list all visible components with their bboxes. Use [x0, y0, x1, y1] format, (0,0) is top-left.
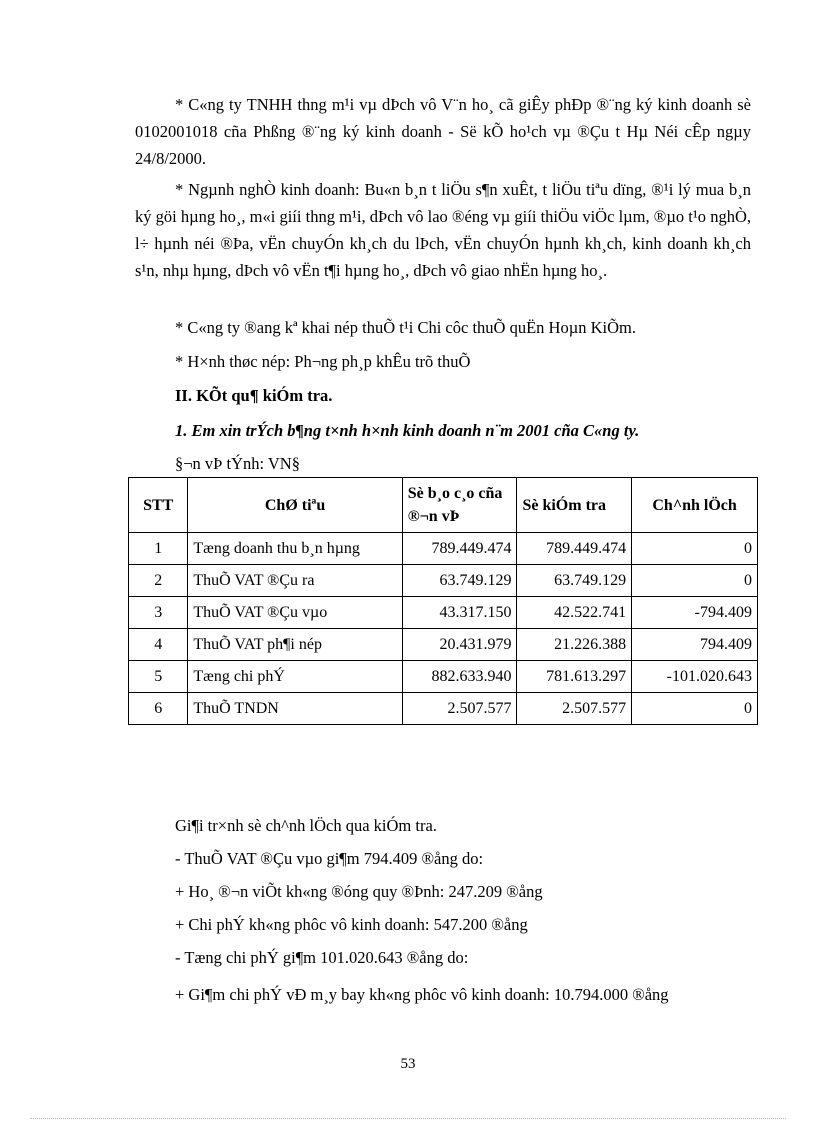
- explanation-invoice-item: + Ho¸ ®¬n viÕt kh«ng ®óng quy ®Þnh: 247.209 ®ång: [175, 882, 543, 901]
- unit-note: §¬n vÞ tÝnh: VN§: [175, 454, 300, 473]
- cell-reported: 20.431.979: [402, 629, 517, 661]
- header-audited: Sè kiÓm tra: [517, 478, 632, 533]
- cell-difference: 0: [632, 533, 758, 565]
- table-row: [129, 565, 758, 597]
- cell-reported: 2.507.577: [402, 693, 517, 725]
- business-results-table: [128, 477, 758, 725]
- explanation-vat-input: - ThuÕ VAT ®Çu vµo gi¶m 794.409 ®ång do:: [175, 849, 484, 868]
- cell-audited: 2.507.577: [517, 693, 632, 725]
- cell-indicator: ThuÕ VAT ph¶i nép: [188, 629, 402, 661]
- cell-stt: 6: [129, 693, 188, 725]
- cell-stt: 5: [129, 661, 188, 693]
- company-license-paragraph: * C«ng ty TNHH thng m¹i vµ dÞch vô V¨n ho¸ cã giÊy phÐp ®¨ng ký kinh doanh sè 0102001018 cña Phßng ®¨ng ký kinh doanh - Së kÕ ho¹ch vµ ®Çu t Hµ Néi cÊp ngµy 24/8/2000.: [135, 95, 751, 168]
- cell-difference: 0: [632, 693, 758, 725]
- cell-audited: 63.749.129: [517, 565, 632, 597]
- section-heading: II. KÕt qu¶ kiÓm tra.: [175, 386, 333, 405]
- business-lines-paragraph: * Ngµnh nghÒ kinh doanh: Bu«n b¸n t liÖu s¶n xuÊt, t liÖu tiªu dïng, ®¹i lý mua b¸n ký göi hµng ho¸, m«i giíi thng m¹i, dÞch vô lao ®éng vµ giíi thiÖu viÖc lµm, ®µo t¹o nghÒ, l÷ hµnh néi ®Þa, vËn chuyÓn kh¸ch du lÞch, vËn chuyÓn hµnh kh¸ch, kinh doanh kh¸ch s¹n, nhµ hµng, dÞch vô vËn t¶i hµng ho¸, dÞch vô giao nhËn hµng ho¸.: [135, 180, 751, 280]
- explanation-expense-item: + Chi phÝ kh«ng phôc vô kinh doanh: 547.200 ®ång: [175, 915, 528, 934]
- cell-audited: 781.613.297: [517, 661, 632, 693]
- cell-difference: 0: [632, 565, 758, 597]
- cell-indicator: Tæng chi phÝ: [188, 661, 402, 693]
- cell-reported: 789.449.474: [402, 533, 517, 565]
- explanation-airfare-item: + Gi¶m chi phÝ vÐ m¸y bay kh«ng phôc vô kinh doanh: 10.794.000 ®ång: [175, 985, 669, 1004]
- table-row: [129, 597, 758, 629]
- cell-indicator: ThuÕ TNDN: [188, 693, 402, 725]
- cell-difference: 794.409: [632, 629, 758, 661]
- explanation-total-cost: - Tæng chi phÝ gi¶m 101.020.643 ®ång do:: [175, 948, 469, 967]
- header-difference: Ch^nh lÖch: [632, 478, 758, 533]
- cell-reported: 882.633.940: [402, 661, 517, 693]
- explanation-intro: Gi¶i tr×nh sè ch^nh lÖch qua kiÓm tra.: [175, 816, 437, 835]
- tax-method-paragraph: * H×nh thøc nép: Ph¬ng ph¸p khÊu trõ thuÕ: [175, 352, 471, 371]
- header-indicator: ChØ tiªu: [188, 478, 402, 533]
- table-row: [129, 693, 758, 725]
- cell-indicator: ThuÕ VAT ®Çu vµo: [188, 597, 402, 629]
- cell-reported: 43.317.150: [402, 597, 517, 629]
- table-row: [129, 629, 758, 661]
- table-row: [129, 661, 758, 693]
- cell-stt: 2: [129, 565, 188, 597]
- cell-stt: 4: [129, 629, 188, 661]
- tax-registration-paragraph: * C«ng ty ®ang kª khai nép thuÕ t¹i Chi côc thuÕ quËn Hoµn KiÕm.: [175, 318, 636, 337]
- cell-stt: 1: [129, 533, 188, 565]
- cell-stt: 3: [129, 597, 188, 629]
- page-bottom-divider: [30, 1118, 786, 1119]
- table-header-row: [129, 478, 758, 533]
- cell-audited: 21.226.388: [517, 629, 632, 661]
- header-reported: Sè b¸o c¸o cña ®¬n vÞ: [402, 478, 517, 533]
- page-number: 53: [400, 1056, 416, 1072]
- table-row: [129, 533, 758, 565]
- header-stt: STT: [129, 478, 188, 533]
- table-caption: 1. Em xin trÝch b¶ng t×nh h×nh kinh doanh n¨m 2001 cña C«ng ty.: [175, 421, 640, 440]
- cell-reported: 63.749.129: [402, 565, 517, 597]
- cell-indicator: Tæng doanh thu b¸n hµng: [188, 533, 402, 565]
- cell-difference: -794.409: [632, 597, 758, 629]
- cell-difference: -101.020.643: [632, 661, 758, 693]
- cell-audited: 42.522.741: [517, 597, 632, 629]
- cell-audited: 789.449.474: [517, 533, 632, 565]
- cell-indicator: ThuÕ VAT ®Çu ra: [188, 565, 402, 597]
